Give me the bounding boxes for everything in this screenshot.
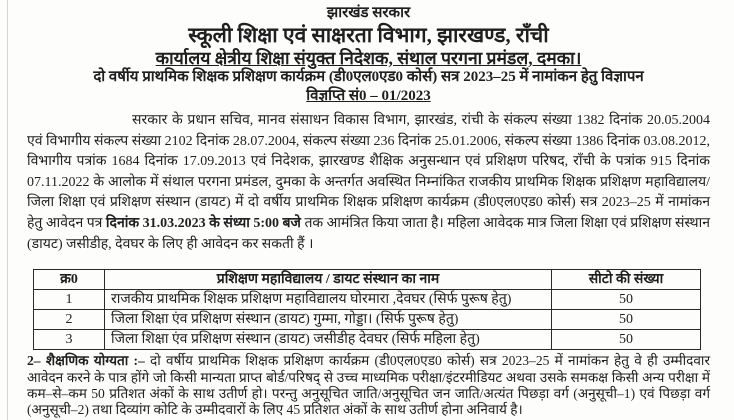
header-seat-count: सीटो की संख्या: [552, 270, 701, 290]
seats-table-head: [34, 270, 701, 290]
table-header-row: [34, 270, 701, 290]
table-row: [34, 310, 701, 330]
table-row: [34, 290, 701, 310]
row-seat-count: 50: [552, 310, 701, 330]
department-name: स्कूली शिक्षा एवं साक्षरता विभाग, झारखण्ड, राँची: [188, 23, 549, 47]
row-institute-name: जिला शिक्षा एंव प्रशिक्षण संस्थान (डायट) गुम्मा, गोड्डा। (सिर्फ पुरूष हेतु): [105, 310, 552, 330]
deadline-highlight: दिनांक 31.03.2023 के संध्या 5:00 बजे: [105, 215, 301, 231]
row-institute-name: राजकीय प्राथमिक शिक्षक प्रशिक्षण महाविद्यालय घोरमारा ,देवघर (सिर्फ पुरूष हेतु): [105, 290, 552, 310]
advertisement-title: दो वर्षीय प्राथमिक शिक्षक प्रशिक्षण कार्यक्रम (डी0एल0एड0 कोर्स) सत्र 2023–25 में नामांकन हेतु विज्ञापन: [93, 69, 644, 85]
main-paragraph: [27, 111, 710, 255]
row-seat-count: 50: [552, 330, 701, 350]
scan-edge-artifact: [7, 0, 8, 420]
header-serial-number: क्र0: [34, 270, 105, 290]
row-institute-name: जिला शिक्षा एंव प्रशिक्षण संस्थान (डायट) जसीडीह देवघर (सिर्फ महिला हेतु): [105, 330, 552, 350]
row-serial-number: 2: [34, 310, 105, 330]
government-name: झारखंड सरकार: [326, 5, 411, 21]
table-row: [34, 330, 701, 350]
row-serial-number: 1: [34, 290, 105, 310]
notification-number: विज्ञप्ति सं0 – 01/2023: [306, 88, 431, 104]
eligibility-heading: 2– शैक्षणिक योग्यता :–: [27, 353, 145, 369]
eligibility-text: दो वर्षीय प्राथमिक शिक्षक प्रशिक्षण कार्यक्रम (डी0एल0एड0 कोर्स) सत्र 2023–25 में नामांकन हेतु वे ही उम्मीदवार आवेदन करने के पात्र होंगे जो किसी मान्यता प्राप्त बोर्ड/परिषद् से उच्च माध्यमिक परीक्षा/इंटरमीडियट अथवा उसके समकक्ष किसी अन्य परीक्षा में कम–से–कम 50 प्रतिशत अंकों के साथ उतीर्ण हो। परन्तु अनुसूचित जाति/अनुसूचित जन जाति/अत्यंत पिछड़ा वर्ग (अनुसूची–1) एवं पिछड़ा वर्ग (अनुसूची–2) तथा दिव्यांग कोटि के उम्मीदवारों के लिए 45 प्रतिशत अंकों के साथ उतीर्ण होना अनिवार्य है।: [27, 353, 710, 418]
document-header: [27, 4, 710, 105]
main-paragraph-text-2: तक आमंत्रित किया जाता है। महिला आवेदक मात्र जिला शिक्षा एवं प्रशिक्षण संस्थान (डायट) जसीडीह, देवघर के लिए ही आवेदन कर सकती हैं ।: [27, 215, 711, 252]
header-institute-name: प्रशिक्षण महाविद्यालय / डायट संस्थान का नाम: [105, 270, 552, 290]
office-name: कार्यालय क्षेत्रीय शिक्षा संयुक्त निदेशक, संथाल परगना प्रमंडल, दमका।: [155, 48, 582, 68]
main-paragraph-text-1: सरकार के प्रधान सचिव, मानव संसाधन विकास विभाग, झारखंड, रांची के संकल्प संख्या 1382 दिनांक 20.05.2004 एवं विभागीय संकल्प संख्या 2102 दिनांक 28.07.2004, संकल्प संख्या 236 दिनांक 25.01.2006, संकल्प संख्या 1386 दिनांक 03.08.2012, विभागीय पत्रांक 1684 दिनांक 17.09.2013 एवं निदेशक, झारखण्ड शैक्षिक अनुसन्धान एवं प्रशिक्षण परिषद, राँची के पत्रांक 915 दिनांक 07.11.2022 के आलोक में संथाल परगना प्रमंडल, दुमका के अन्तर्गत अवस्थित निम्नांकित राजकीय प्राथमिक शिक्षक प्रशिक्षण महाविद्यालय/जिला शिक्षा एवं प्रशिक्षण संस्थान (डायट) में दो वर्षीय प्राथमिक शिक्षक प्रशिक्षण कार्यक्रम (डी0एल0एड0 कोर्स) सत्र 2023–25 में नामांकन हेतु आवेदन पत्र: [27, 113, 710, 231]
seats-table-body: [34, 290, 701, 350]
row-seat-count: 50: [552, 290, 701, 310]
eligibility-paragraph: [27, 353, 710, 419]
row-serial-number: 3: [34, 330, 105, 350]
seats-table: [33, 269, 701, 350]
